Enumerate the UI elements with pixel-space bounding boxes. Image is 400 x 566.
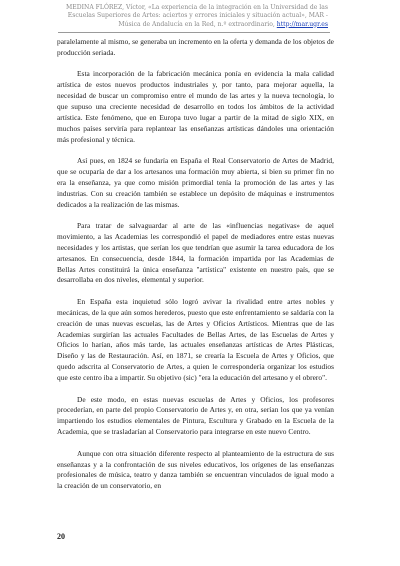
running-header	[58, 4, 328, 29]
header-divider	[58, 32, 330, 33]
header-author: MEDINA FLÓREZ, Víctor,	[66, 4, 147, 11]
body-text	[57, 37, 334, 503]
paragraph-5: En España esta inquietud sólo logró avivar la rivalidad entre artes nobles y mecánicas, de la que aún somos herederos, puesto que este enfrentamiento se saldaría con la creación de unas nuevas escuelas, las de Artes y Oficios Artísticos. Mientras que de las Academias surgirían las actuales Facultades de Bellas Artes, de las Escuelas de Artes y Oficios lo harían, años más tarde, las actuales enseñanzas artísticas de Artes Plásticas, Diseño y las de Restauración. Así, en 1871, se crearía la Escuela de Artes y Oficios, que quedo adscrita al Conservatorio de Artes, a quien le correspondería organizar los estudios que este centro iba a impartir. Su objetivo (sic) "era la educación del artesano y el obrero".	[57, 297, 334, 382]
paragraph-1: paralelamente al mismo, se generaba un incremento en la oferta y demanda de los objetos de producción seriada.	[57, 37, 334, 57]
paragraph-6: De este modo, en estas nuevas escuelas de Artes y Oficios, los profesores procederían, en parte del propio Conservatorio de Artes y, en otra, serían los que ya venían impartiendo los estudios elementales de Pintura, Escultura y Grabado en la Escuela de la Academia, que se trasladarían al Conservatorio para integrarse en este nuevo Centro.	[57, 394, 334, 437]
header-citation: «La experiencia de la integración en la Universidad de las Escuelas Superiores de Artes: aciertos y errores iniciales y situación actual», MAR - Música de Andalucía en la Red, n.º extraordinario,	[67, 4, 328, 28]
paragraph-3: Así pues, en 1824 se fundaría en España el Real Conservatorio de Artes de Madrid, que se ocuparía de dar a los artesanos una formación muy abierta, si bien su primer fin no era la enseñanza, ya que como misión primordial tenía la promoción de las artes y las industrias. Con su creación también se establece un depósito de máquinas e instrumentos dedicados a la realización de las mismas.	[57, 156, 334, 209]
paragraph-7: Aunque con otra situación diferente respecto al planteamiento de la estructura de sus enseñanzas y a la confrontación de sus niveles educativos, los orígenes de las enseñanzas profesionales de música, teatro y danza también se encuentran vinculados de igual modo a la creación de un conservatorio, en	[57, 448, 334, 491]
page-number: 20	[57, 532, 65, 541]
paragraph-4: Para tratar de salvaguardar al arte de las «influencias negativas» de aquel movimiento, a las Academias les correspondió el papel de mediadores entre estas nuevas necesidades y los artistas, que serían los que tendrían que asumir la tarea educadora de los artesanos. En consecuencia, desde 1844, la formación impartida por las Academias de Bellas Artes constituirá la única enseñanza "artística" existente en nuestro país, que se desarrollaba en dos niveles, elemental y superior.	[57, 221, 334, 285]
header-link[interactable]: http://mar.ugr.es	[276, 20, 328, 28]
paragraph-2: Esta incorporación de la fabricación mecánica ponía en evidencia la mala calidad artística de estos nuevos productos industriales y, por tanto, para mejorar aquella, la necesidad de buscar un compromiso entre el mundo de las artes y la nueva tecnología, lo que supuso una creciente necesidad de desarrollo en todos los ámbitos de la actividad artística. Este fenómeno, que en Europa tuvo lugar a partir de la mitad de siglo XIX, en muchos países serviría para replantear las enseñanzas artísticas dándoles una orientación más profesional y técnica.	[57, 69, 334, 144]
